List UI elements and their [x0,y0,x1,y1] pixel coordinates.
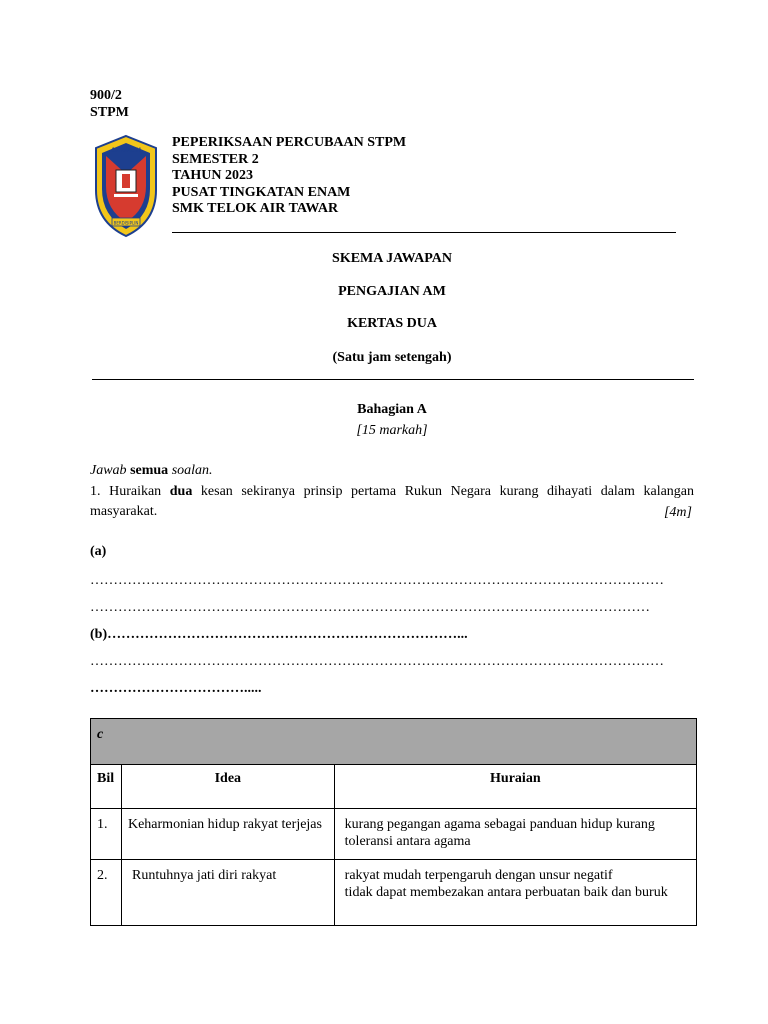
section-marks: [15 markah] [356,423,428,438]
svg-text:BERDISIPLIN: BERDISIPLIN [113,220,139,226]
duration-text: (Satu jam setengah) [332,350,452,365]
answer-line-1: …………………………………………………………………………………………………………… [90,573,664,588]
title-divider [92,379,694,380]
table-row [91,809,697,860]
answer-line-2: ………………………………………………………………………………………………………… [90,600,650,615]
answer-scheme-table [90,718,697,926]
instruction [90,461,694,481]
row-1-huraian [334,809,696,860]
col-header-bil: Bil [91,765,122,809]
header-divider [172,232,676,233]
col-header-idea: Idea [121,765,334,809]
answer-b-line: (b)…………………………………………………………………... [90,627,468,642]
table-title: c [91,719,697,765]
row-2-idea: Runtuhnya jati diri rakyat [121,860,334,926]
row-2-huraian-line-2: tidak dapat membezakan antara perbuatan baik dan buruk [344,885,668,900]
exam-header [172,135,406,218]
row-2-huraian-line-1: rakyat mudah terpengaruh dengan unsur negatif [344,868,613,883]
section-title: Bahagian A [357,402,427,417]
answer-line-4: ……………………………..... [90,681,262,696]
question-number: 1. [90,484,101,499]
answer-line-3: …………………………………………………………………………………………………………… [90,654,664,669]
header-line-1: PEPERIKSAAN PERCUBAAN STPM [172,135,407,150]
header-line-4: PUSAT TINGKATAN ENAM [172,184,351,200]
col-header-huraian: Huraian [334,765,696,809]
paper-code-block [90,87,129,121]
question-verb: Huraikan [109,484,162,499]
svg-text:AMANAH: AMANAH [111,147,141,154]
paper-title: KERTAS DUA [347,316,437,331]
answer-a-label: (a) [90,544,107,559]
skema-title: SKEMA JAWAPAN [332,251,452,266]
question-marks: [4m] [663,505,692,520]
question-text: kesan sekiranya prinsip pertama Rukun Negara kurang dihayati dalam kalangan masyarakat. [90,484,695,519]
header-line-3: TAHUN 2023 [172,168,254,183]
header-line-5: SMK TELOK AIR TAWAR [172,201,339,216]
row-2-bil: 2. [91,860,122,926]
table-row [91,860,697,926]
row-1-idea: Keharmonian hidup rakyat terjejas [121,809,334,860]
header-line-2: SEMESTER 2 [172,151,259,167]
subject-title: PENGAJIAN AM [338,284,446,299]
instruction-soalan: soalan. [171,463,213,478]
question-bold-word: dua [169,484,193,499]
paper-code: 900/2 [90,88,122,103]
instruction-semua: semua [130,463,169,478]
instruction-jawab: Jawab [90,463,127,478]
row-1-huraian-line-1: kurang pegangan agama sebagai panduan hidup kurang toleransi antara agama [344,817,655,849]
exam-name: STPM [90,105,129,120]
table-header-row [91,765,697,809]
row-1-bil: 1. [91,809,122,860]
school-crest-icon [92,134,160,238]
table-title-row [91,719,697,765]
row-2-huraian [334,860,696,926]
